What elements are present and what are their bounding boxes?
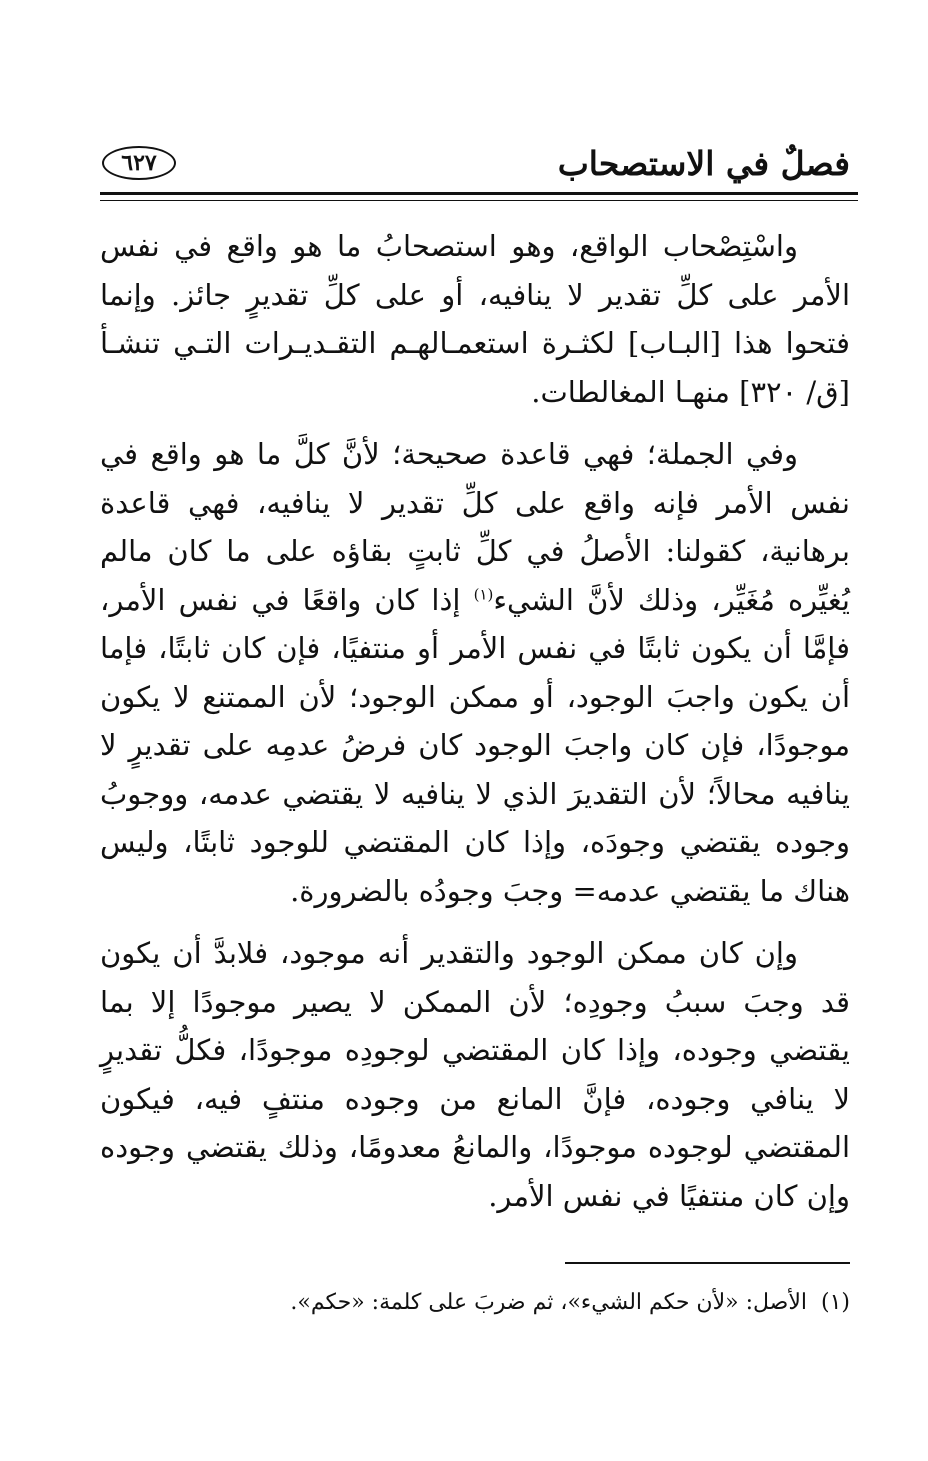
footnote-number: (١) — [820, 1290, 850, 1315]
footnote-marker: (١) — [473, 584, 494, 603]
header-rule-thick — [100, 192, 858, 195]
paragraph-2 — [100, 430, 850, 915]
footnote-1 — [100, 1285, 850, 1321]
paragraph-3: وإن كان ممكن الوجود والتقدير أنه موجود، فلابدَّ أن يكون قد وجبَ سببُ وجودِه؛ لأن الممكن لا يصير موجودًا إلا بما يقتضي وجوده، وإذا كان المقتضي لوجودِه موجودًا، فكلُّ تقديرٍ لا ينافي وجوده، فإنَّ المانع من وجوده منتفٍ فيه، فيكون المقتضي لوجوده موجودًا، والمانعُ معدومًا، وذلك يقتضي وجوده وإن كان منتفيًا في نفس الأمر. — [100, 936, 850, 1213]
footnote-separator — [565, 1262, 850, 1264]
paragraph-1: واسْتِصْحاب الواقع، وهو استصحابُ ما هو واقع في نفس الأمر على كلِّ تقدير لا ينافيه، أو على كلِّ تقديرٍ جائز. وإنما فتحوا هذا [البـاب] لكثـرة استعمـالهـم التقـديـرات التـي تنشـأ [ق/ ٣٢٠] منهـا المغالطات. — [100, 229, 851, 409]
footnote-text: الأصل: «لأن حكم الشيء»، ثم ضربَ على كلمة: «حكم». — [290, 1290, 807, 1315]
paragraph-2-part-2: إذا كان واقعًا في نفس الأمر، فإمَّا أن يكون ثابتًا في نفس الأمر أو منتفيًا، فإن كان ثابتًا، فإما أن يكون واجبَ الوجود، أو ممكن الوجود؛ لأن الممتنع لا يكون موجودًا، فإن كان واجبَ الوجود كان فرضُ عدمِه على تقديرٍ لا ينافيه محالاً؛ لأن التقديرَ الذي لا ينافيه لا يقتضي عدمه، ووجوبُ وجوده يقتضي وجودَه، وإذا كان المقتضي للوجود ثابتًا، وليس هناك ما يقتضي عدمه= وجبَ وجودُه بالضرورة. — [100, 582, 850, 908]
header-rule-thin — [100, 200, 858, 201]
main-text — [100, 222, 850, 1220]
page-header — [100, 140, 850, 190]
page-number: ٦٢٧ — [102, 146, 176, 180]
paragraph-2-part-1: وفي الجملة؛ فهي قاعدة صحيحة؛ لأنَّ كلَّ ما هو واقع في نفس الأمر فإنه واقع على كلِّ تقدير لا ينافيه، فهي قاعدة برهانية، كقولنا: الأصلُ في كلِّ ثابتٍ بقاؤه على ما كان مالم يُغيِّره مُغَيِّر، وذلك لأنَّ الشيء — [100, 437, 850, 617]
running-title: فصلٌ في الاستصحاب — [557, 144, 850, 183]
